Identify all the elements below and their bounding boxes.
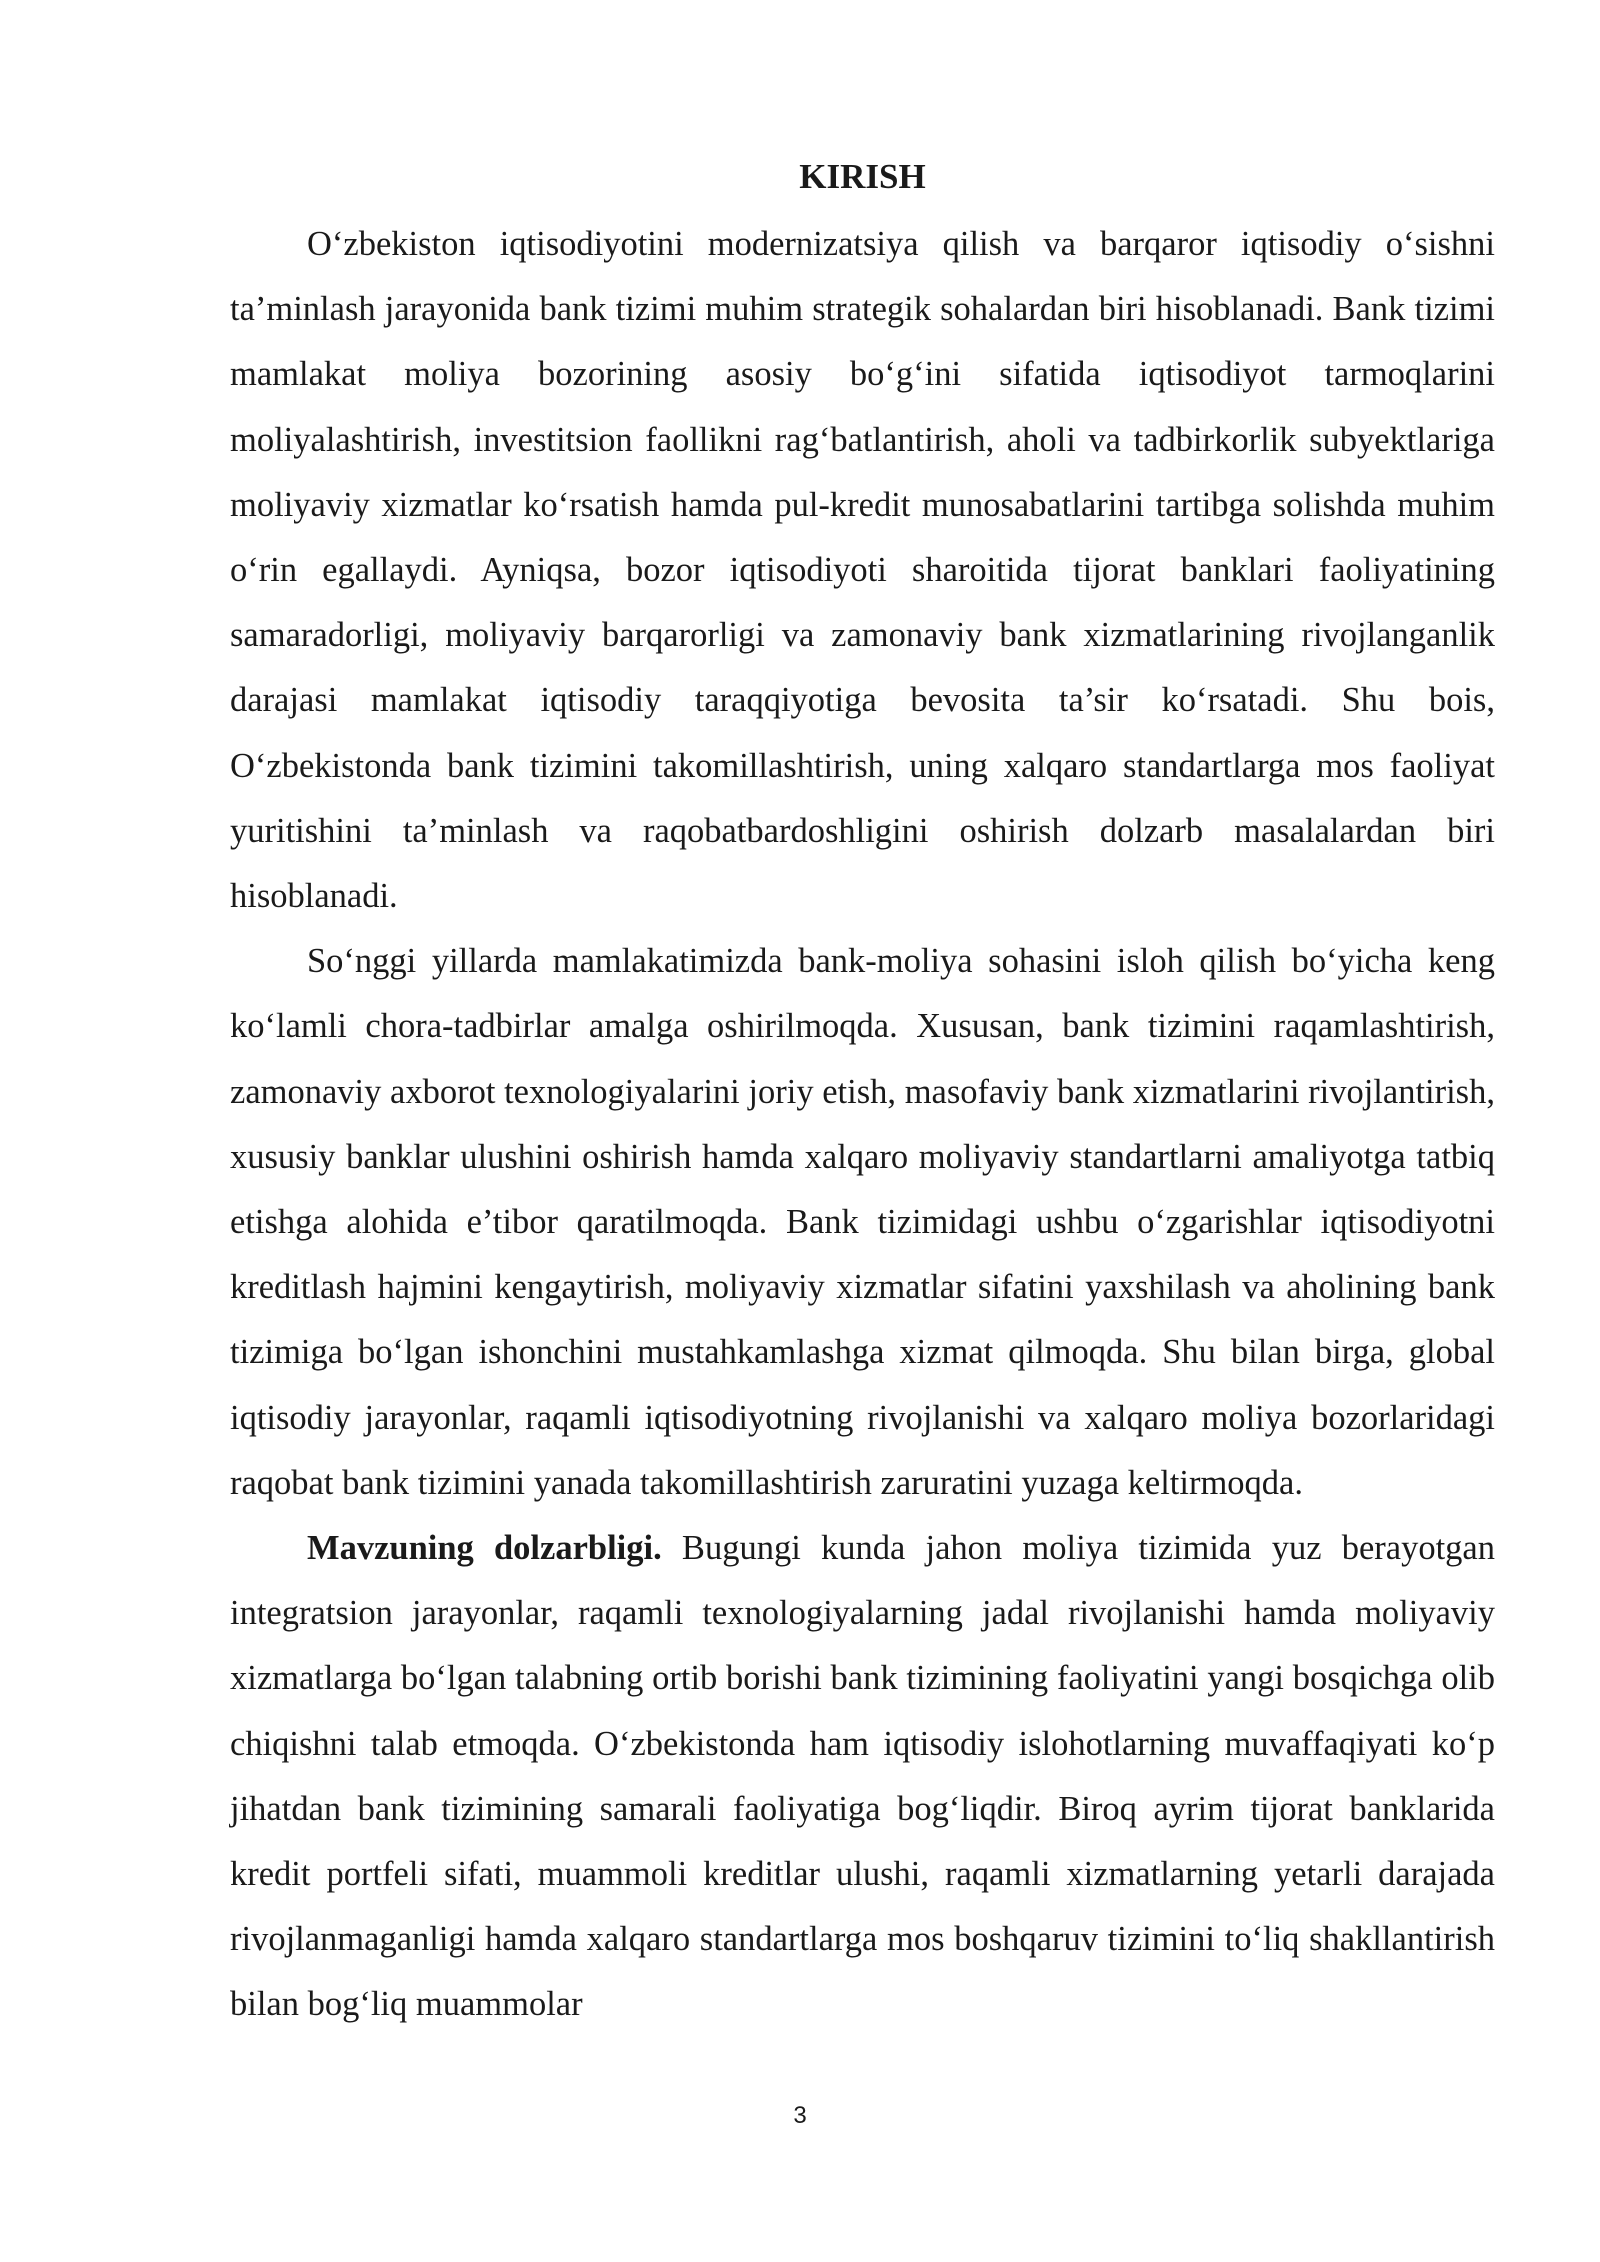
page-number: 3 (793, 2102, 807, 2129)
paragraph-lead: Mavzuning dolzarbligi. (307, 1529, 662, 1568)
section-heading: KIRISH (799, 157, 926, 196)
paragraph-intro (230, 212, 1495, 929)
paragraph-text: So‘nggi yillarda mamlakatimizda bank-moliya sohasini isloh qilish bo‘yicha keng ko‘lamli chora-tadbirlar amalga oshirilmoqda. Xususan, bank tizimini raqamlashtirish, zamonaviy axborot texnologiyalarini joriy etish, masofaviy bank xizmatlarini rivojlantirish, xususiy banklar ulushini oshirish hamda xalqaro moliyaviy standartlarni amaliyotga tatbiq etishga alohida e’tibor qaratilmoqda. Bank tizimidagi ushbu o‘zgarishlar iqtisodiyotni kreditlash hajmini kengaytirish, moliyaviy xizmatlar sifatini yaxshilash va aholining bank tizimiga bo‘lgan ishonchini mustahkamlashga xizmat qilmoqda. Shu bilan birga, global iqtisodiy jarayonlar, raqamli iqtisodiyotning rivojlanishi va xalqaro moliya bozorlaridagi raqobat bank tizimini yanada takomillashtirish zaruratini yuzaga keltirmoqda. (230, 942, 1495, 1502)
paragraph-text: O‘zbekiston iqtisodiyotini modernizatsiya qilish va barqaror iqtisodiy o‘sishni ta’minlash jarayonida bank tizimi muhim strategik sohalardan biri hisoblanadi. Bank tizimi mamlakat moliya bozorining asosiy bo‘g‘ini sifatida iqtisodiyot tarmoqlarini moliyalashtirish, investitsion faollikni rag‘batlantirish, aholi va tadbirkorlik subyektlariga moliyaviy xizmatlar ko‘rsatish hamda pul-kredit munosabatlarini tartibga solishda muhim o‘rin egallaydi. Ayniqsa, bozor iqtisodiyoti sharoitida tijorat banklari faoliyatining samaradorligi, moliyaviy barqarorligi va zamonaviy bank xizmatlarining rivojlanganlik darajasi mamlakat iqtisodiy taraqqiyotiga bevosita ta’sir ko‘rsatadi. Shu bois, O‘zbekistonda bank tizimini takomillashtirish, uning xalqaro standartlarga mos faoliyat yuritishini ta’minlash va raqobatbardoshligini oshirish dolzarb masalalardan biri hisoblanadi. (230, 225, 1495, 916)
paragraph-reforms (230, 929, 1495, 1516)
document-body (230, 150, 1495, 2038)
paragraph-relevance (230, 1516, 1495, 2038)
paragraph-text: Bugungi kunda jahon moliya tizimida yuz berayotgan integratsion jarayonlar, raqamli texnologiyalarning jadal rivojlanishi hamda moliyaviy xizmatlarga bo‘lgan talabning ortib borishi bank tizimining faoliyatini yangi bosqichga olib chiqishni talab etmoqda. O‘zbekistonda ham iqtisodiy islohotlarning muvaffaqiyati ko‘p jihatdan bank tizimining samarali faoliyatiga bog‘liqdir. Biroq ayrim tijorat banklarida kredit portfeli sifati, muammoli kreditlar ulushi, raqamli xizmatlarning yetarli darajada rivojlanmaganligi hamda xalqaro standartlarga mos boshqaruv tizimini to‘liq shakllantirish bilan bog‘liq muammolar (230, 1529, 1495, 2024)
